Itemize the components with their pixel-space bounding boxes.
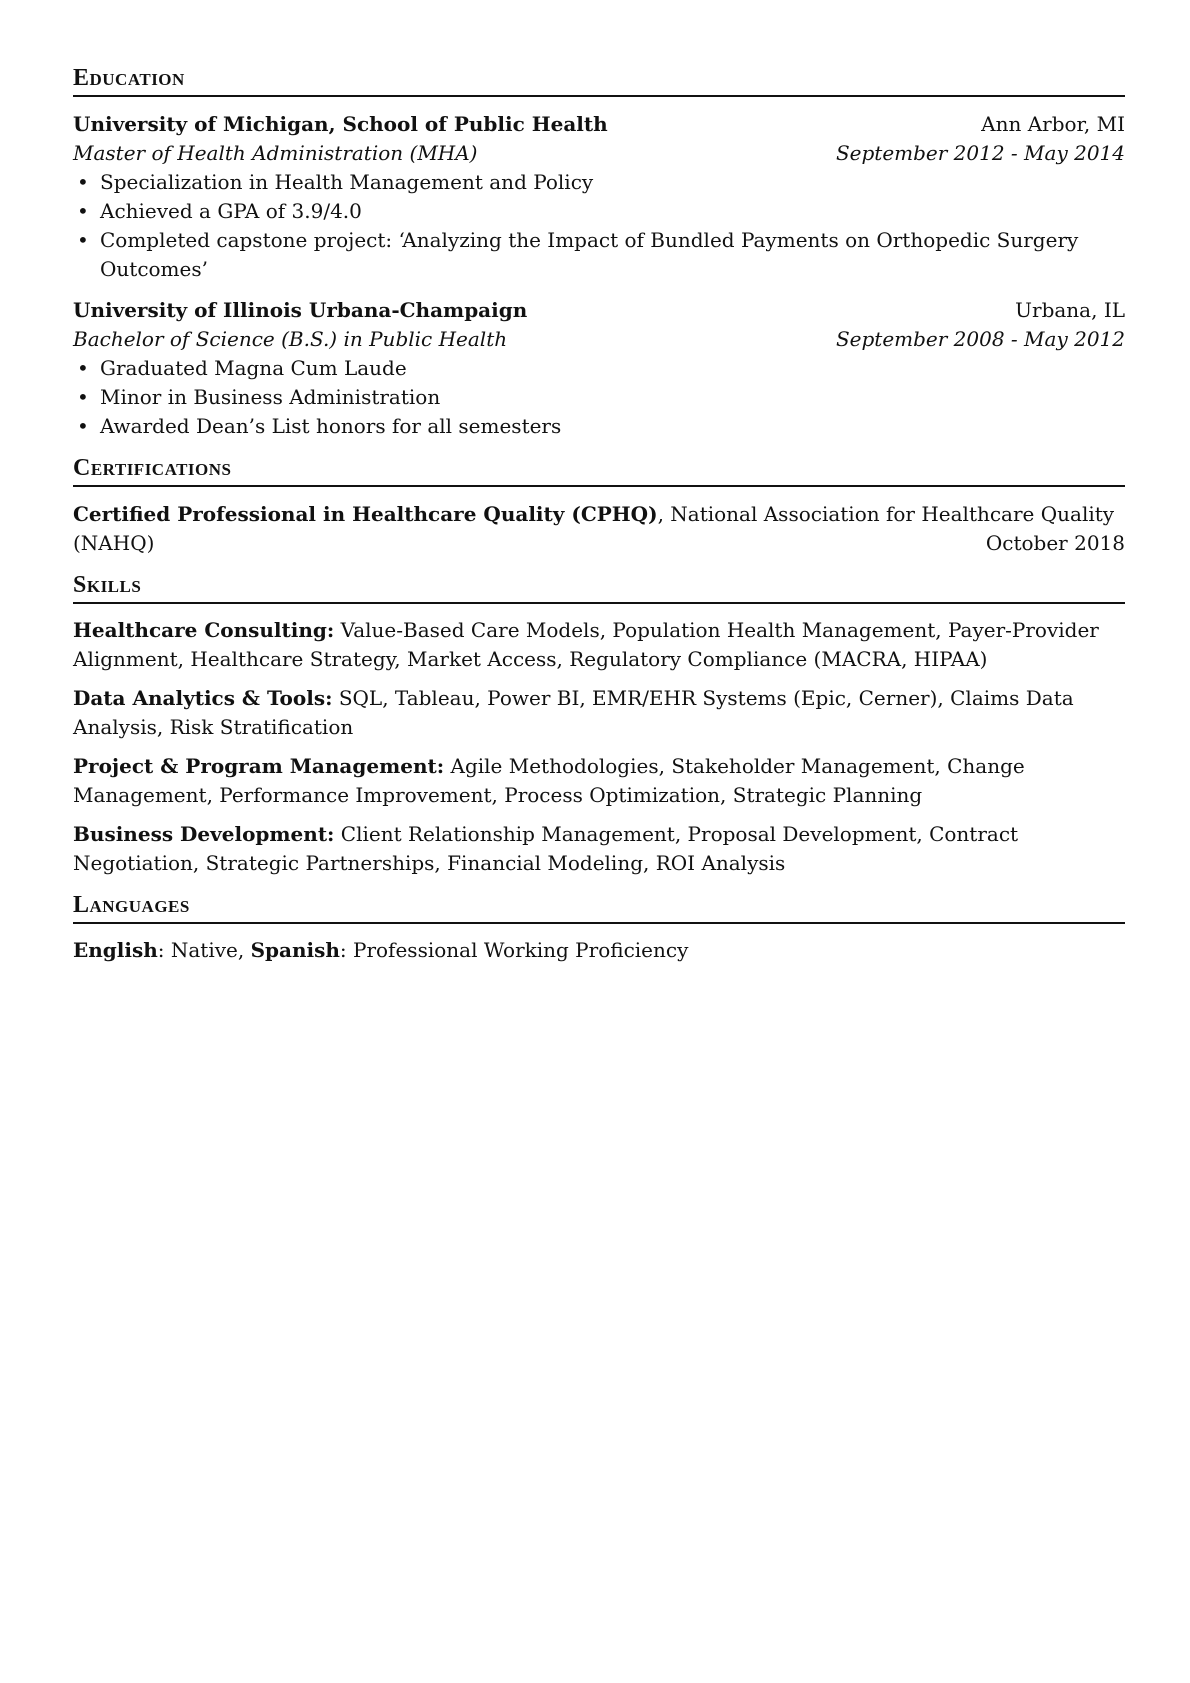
education-bullets — [73, 168, 1125, 284]
skill-group-text: Value-Based Care Models, Population Health Management, Payer-Provider Alignment, Healthcare Strategy, Market Access, Regulatory Compliance (MACRA, HIPAA) — [73, 618, 1099, 671]
bullet-item: • Specialization in Health Management and Policy — [73, 168, 1125, 197]
certification-issuer: , National Association for Healthcare Quality — [657, 502, 1115, 526]
skill-group-text: SQL, Tableau, Power BI, EMR/EHR Systems (Epic, Cerner), Claims Data Analysis, Risk Stratification — [73, 686, 1074, 739]
certifications-section — [73, 453, 1125, 558]
institution-location: Ann Arbor, MI — [981, 112, 1125, 136]
skill-group-label: Healthcare Consulting: — [73, 618, 335, 642]
education-entry — [73, 110, 1125, 284]
institution-name: University of Illinois Urbana-Champaign — [73, 298, 528, 322]
bullet-item: • Graduated Magna Cum Laude — [73, 354, 1125, 383]
resume-page — [73, 63, 1125, 977]
certification-item — [73, 500, 1125, 558]
skill-group-label: Project & Program Management: — [73, 754, 445, 778]
education-bullets — [73, 354, 1125, 441]
skill-group — [73, 820, 1125, 878]
language-name: Spanish — [250, 938, 340, 962]
skill-group-text: Client Relationship Management, Proposal Development, Contract Negotiation, Strategic Partnerships, Financial Modeling, ROI Analysis — [73, 822, 1019, 875]
degree-dates: September 2012 - May 2014 — [835, 141, 1125, 165]
skill-group-label: Business Development: — [73, 822, 335, 846]
bullet-item: • Awarded Dean’s List honors for all semesters — [73, 412, 1125, 441]
skills-section — [73, 570, 1125, 878]
bullet-item: • Minor in Business Administration — [73, 383, 1125, 412]
skill-group-label: Data Analytics & Tools: — [73, 686, 333, 710]
degree-name: Master of Health Administration (MHA) — [73, 141, 478, 165]
education-entry — [73, 296, 1125, 441]
languages-line — [73, 936, 1125, 965]
certifications-heading: Certifications — [73, 453, 1125, 487]
skill-group — [73, 616, 1125, 674]
degree-name: Bachelor of Science (B.S.) in Public Health — [73, 327, 508, 351]
language-level: : Professional Working Proficiency — [339, 938, 689, 962]
institution-name: University of Michigan, School of Public Health — [73, 112, 608, 136]
skill-group-text: Agile Methodologies, Stakeholder Management, Change Management, Performance Improvement, Process Optimization, Strategic Planning — [73, 754, 1025, 807]
bullet-item: • Completed capstone project: ‘Analyzing the Impact of Bundled Payments on Orthopedic Surgery Outcomes’ — [73, 226, 1125, 284]
bullet-item: • Achieved a GPA of 3.9/4.0 — [73, 197, 1125, 226]
languages-heading: Languages — [73, 890, 1125, 924]
certification-issuer-cont: (NAHQ) — [73, 531, 155, 555]
certification-date: October 2018 — [985, 531, 1125, 555]
institution-location: Urbana, IL — [1015, 298, 1125, 322]
degree-dates: September 2008 - May 2012 — [835, 327, 1125, 351]
education-section — [73, 63, 1125, 441]
education-heading: Education — [73, 63, 1125, 97]
skill-group — [73, 752, 1125, 810]
skill-group — [73, 684, 1125, 742]
languages-section — [73, 890, 1125, 965]
language-level: : Native, — [157, 938, 251, 962]
language-name: English — [73, 938, 158, 962]
skills-heading: Skills — [73, 570, 1125, 604]
certification-name: Certified Professional in Healthcare Quality (CPHQ) — [73, 502, 658, 526]
